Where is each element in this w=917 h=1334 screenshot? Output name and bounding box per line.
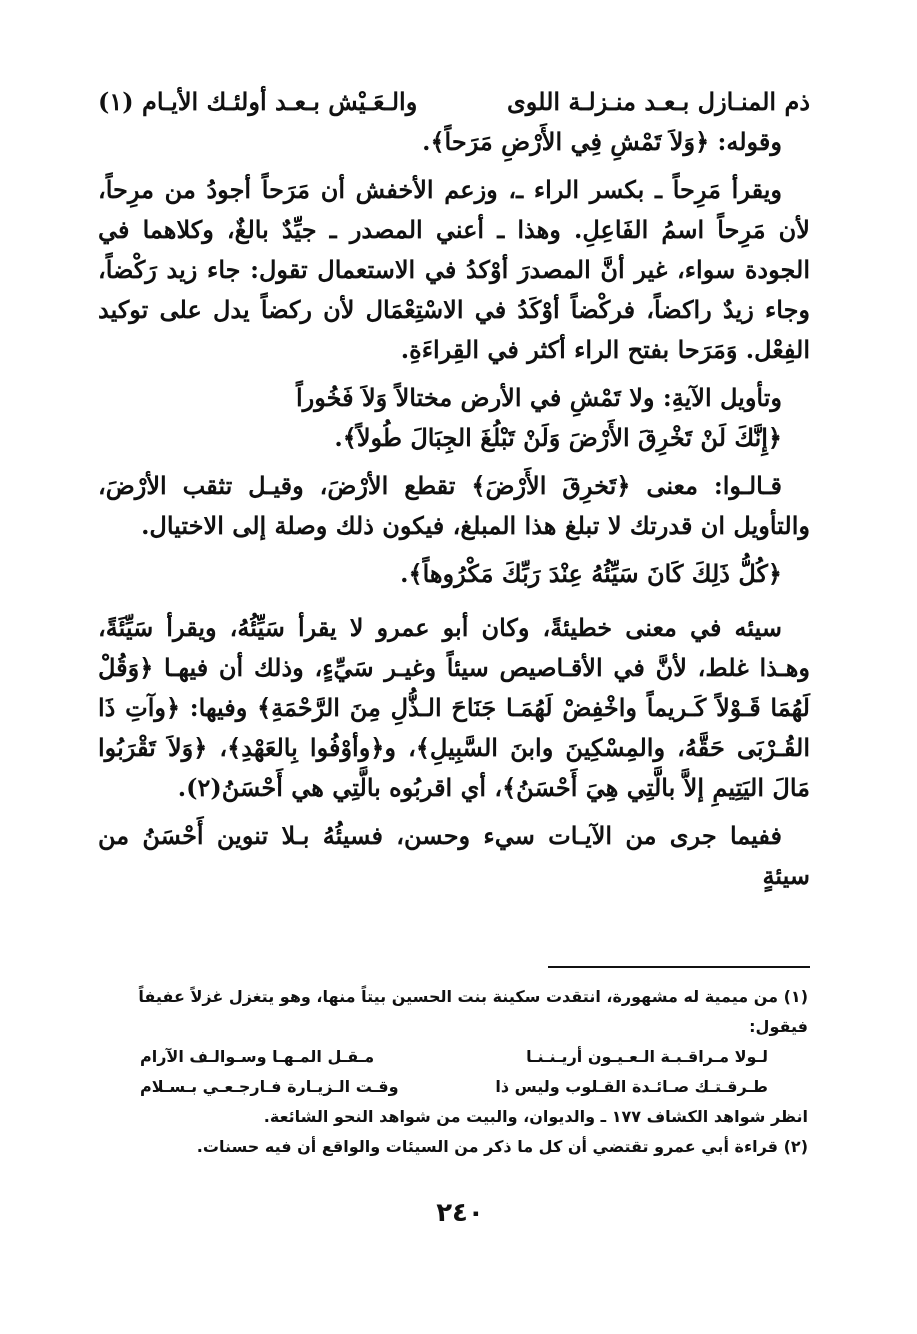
verse-hemistich-right: ذم المنـازل بـعـد منـزلـة اللوى [506, 87, 810, 116]
footnotes [100, 982, 808, 1162]
paragraph-final: ففيما جرى من الآيـات سيء وحسن، فسيئُهُ بـلا تنوين أَحْسَنُ من سيئةٍ [98, 821, 810, 890]
paragraph-quote-2: ﴿إِنَّكَ لَنْ تَخْرِقَ الأَرْضَ وَلَنْ تَبْلُغَ الجِبَالَ طُولاً﴾. [334, 423, 782, 452]
footnote-divider [548, 966, 810, 968]
footnote-verse-2 [100, 1072, 808, 1102]
footnote-verse-2-left: وقـت الـزيـارة فـارجـعـي بـسـلام [140, 1077, 399, 1096]
page-number: ٢٤٠ [436, 1198, 484, 1228]
paragraph-quote-3: ﴿كُلُّ ذَلِكَ كَانَ سَيِّئُهُ عِنْدَ رَبِّكَ مَكْرُوهاً﴾. [400, 559, 782, 588]
footnote-verse-1-right: لـولا مـراقـبـة الـعـيـون أريـنـنـا [526, 1047, 768, 1066]
paragraph-quote-1: وقوله: ﴿وَلاَ تَمْشِ فِي الأَرْضِ مَرَحاً﴾. [422, 127, 782, 156]
paragraph-marah: ويقرأ مَرِحاً ـ بكسر الراء ـ، وزعم الأخفش أن مَرَحاً أجودُ من مرِحاً، لأن مَرِحاً اسمُ الفَاعِلِ. وهذا ـ أعني المصدر ـ جيِّدٌ بالغٌ، وكلاهما في الجودة سواء، غير أنَّ المصدرَ أوْكدُ في الاستعمال تقول: جاء زيد رَكْضاً، وجاء زيدٌ راكضاً، فركْضاً أوْكَدُ في الاسْتِعْمَال لأن ركضاً يدل على توكيد الفِعْل. وَمَرَحا بفتح الراء أكثر في القِراءَةِ. [98, 175, 810, 364]
paragraph-taweel: وتأويل الآيةِ: ولا تَمْشِ في الأرض مختالاً وَلاَ فَخُوراً [296, 383, 782, 412]
paragraph-qalu: قـالـوا: معنى ﴿تَخرِقَ الأَرْضَ﴾ تقطع الأرْضَ، وقيـل تثقب الأرْضَ، والتأويل ان قدرتك لا تبلغ هذا المبلغ، فيكون ذلك وصلة إلى الاختيال. [98, 471, 810, 540]
paragraph-sayyiuhu: سيئه في معنى خطيئةً، وكان أبو عمرو لا يقرأ سَيِّئُهُ، ويقرأ سَيِّئَةً، وهـذا غلط، لأنَّ في الأقـاصيص سيئاً وغيـر سَيِّءٍ، وذلك أن فيهـا ﴿وَقُلْ لَهُمَا قَـوْلاً كَـريماً واخْفِضْ لَهُمَـا جَنَاحَ الـذُّلِ مِنَ الرَّحْمَةِ﴾ وفيها: ﴿وآتِ ذَا القُـرْبَى حَقَّهُ، والمِسْكِينَ وابنَ السَّبِيلِ﴾، و﴿وأوْفُوا بِالعَهْدِ﴾، ﴿وَلاَ تَقْرَبُوا مَالَ اليَتِيمِ إلاَّ بالَّتِي هِيَ أَحْسَنُ﴾، أي اقربُوه بالَّتِي هي أَحْسَنُ(٢). [98, 613, 810, 802]
main-text [98, 82, 810, 904]
footnote-2: (٢) قراءة أبي عمرو تقتضي أن كل ما ذكر من السيئات والواقع أن فيه حسنات. [196, 1137, 808, 1156]
footnote-verse-2-right: طـرقـتـك صـائـدة القـلوب وليس ذا [495, 1077, 768, 1096]
verse-hemistich-left: والـعَـيْش بـعـد أولئـك الأيـام (١) [98, 87, 418, 116]
footnote-1-intro: (١) من ميمية له مشهورة، انتقدت سكينة بنت الحسين بيتاً منها، وهو يتغزل غزلاً عفيفاً فيقول: [138, 987, 808, 1036]
poem-verse [98, 82, 810, 122]
footnote-verse-1-left: مـقـل المـهـا وسـوالـف الآرام [140, 1047, 375, 1066]
footnote-1-source: انظر شواهد الكشاف ١٧٧ ـ والديوان، والبيت من شواهد النحو الشائعة. [263, 1107, 808, 1126]
footnote-verse-1 [100, 1042, 808, 1072]
